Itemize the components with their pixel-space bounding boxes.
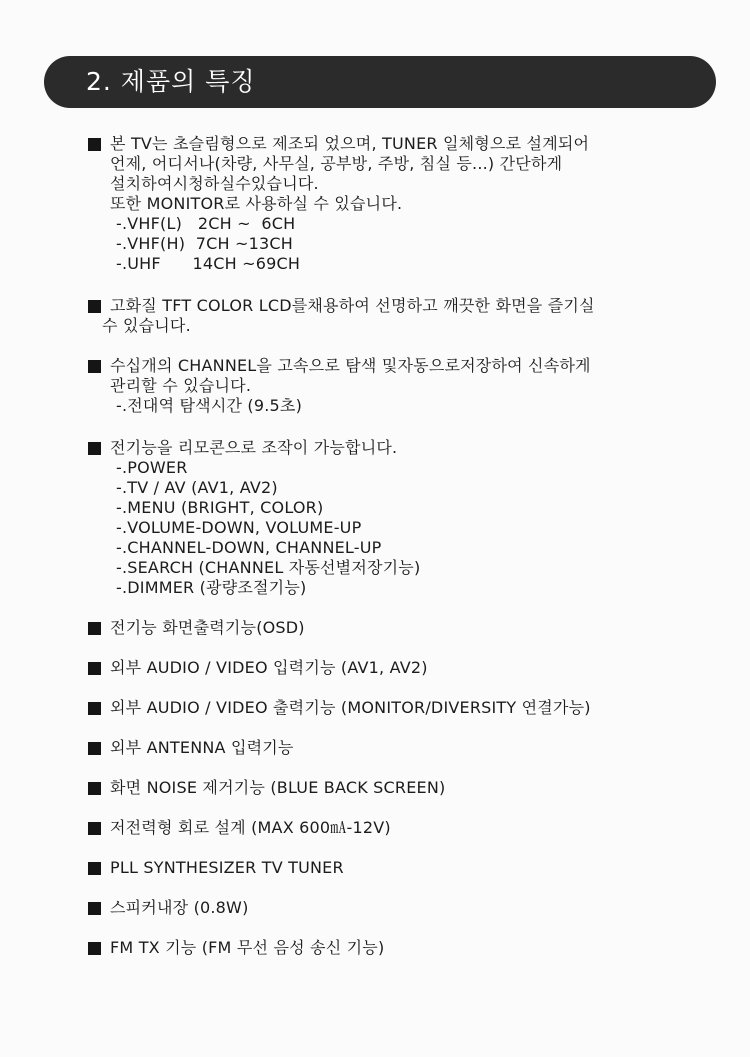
feature-item bbox=[88, 778, 718, 798]
feature-text-line: 고화질 TFT COLOR LCD를채용하여 선명하고 깨끗한 화면을 즐기실 bbox=[110, 296, 595, 315]
feature-text-line: PLL SYNTHESIZER TV TUNER bbox=[110, 858, 344, 877]
feature-sub-item: -.CHANNEL-DOWN, CHANNEL-UP bbox=[116, 538, 382, 557]
feature-list bbox=[88, 134, 718, 958]
feature-item bbox=[88, 658, 718, 678]
square-bullet-icon bbox=[88, 702, 101, 715]
feature-text-line: 전기능 화면출력기능(OSD) bbox=[110, 618, 305, 637]
feature-item bbox=[88, 356, 718, 416]
feature-item bbox=[88, 438, 718, 598]
square-bullet-icon bbox=[88, 942, 101, 955]
square-bullet-icon bbox=[88, 138, 101, 151]
feature-text-line: 외부 AUDIO / VIDEO 입력기능 (AV1, AV2) bbox=[110, 658, 428, 677]
feature-text-line: 또한 MONITOR로 사용하실 수 있습니다. bbox=[110, 194, 403, 213]
feature-item bbox=[88, 698, 718, 718]
square-bullet-icon bbox=[88, 442, 101, 455]
feature-sub-item: -.MENU (BRIGHT, COLOR) bbox=[116, 498, 324, 517]
feature-item bbox=[88, 134, 718, 274]
square-bullet-icon bbox=[88, 622, 101, 635]
feature-item bbox=[88, 618, 718, 638]
square-bullet-icon bbox=[88, 360, 101, 373]
feature-text-line: 외부 AUDIO / VIDEO 출력기능 (MONITOR/DIVERSITY 연결가능) bbox=[110, 698, 591, 717]
feature-text-line: FM TX 기능 (FM 무선 음성 송신 기능) bbox=[110, 938, 385, 957]
feature-text-line: 설치하여시청하실수있습니다. bbox=[110, 174, 319, 193]
feature-text-line: 본 TV는 초슬림형으로 제조되 었으며, TUNER 일체형으로 설계되어 bbox=[110, 134, 590, 153]
feature-text-line: 관리할 수 있습니다. bbox=[110, 376, 252, 395]
feature-item bbox=[88, 738, 718, 758]
square-bullet-icon bbox=[88, 300, 101, 313]
feature-text-line: 언제, 어디서나(차량, 사무실, 공부방, 주방, 침실 등...) 간단하게 bbox=[110, 154, 563, 173]
feature-text-line: 수십개의 CHANNEL을 고속으로 탐색 및자동으로저장하여 신속하게 bbox=[110, 356, 591, 375]
feature-sub-item: -.SEARCH (CHANNEL 자동선별저장기능) bbox=[116, 558, 421, 577]
feature-sub-item: -.POWER bbox=[116, 458, 188, 477]
section-title: 2. 제품의 특징 bbox=[86, 67, 256, 96]
feature-text-line: 스피커내장 (0.8W) bbox=[110, 898, 249, 917]
square-bullet-icon bbox=[88, 862, 101, 875]
feature-sub-item: -.전대역 탐색시간 (9.5초) bbox=[116, 396, 303, 415]
feature-text-line: 수 있습니다. bbox=[102, 316, 191, 335]
feature-text-line: 화면 NOISE 제거기능 (BLUE BACK SCREEN) bbox=[110, 778, 446, 797]
feature-sub-item: -.VHF(L) 2CH ~ 6CH bbox=[116, 214, 296, 233]
feature-item bbox=[88, 818, 718, 838]
square-bullet-icon bbox=[88, 822, 101, 835]
square-bullet-icon bbox=[88, 742, 101, 755]
feature-item bbox=[88, 898, 718, 918]
feature-text-line: 저전력형 회로 설계 (MAX 600㎃-12V) bbox=[110, 818, 391, 837]
feature-sub-item: -.VOLUME-DOWN, VOLUME-UP bbox=[116, 518, 362, 537]
feature-text-line: 전기능을 리모콘으로 조작이 가능합니다. bbox=[110, 438, 398, 457]
feature-text-line: 외부 ANTENNA 입력기능 bbox=[110, 738, 294, 757]
feature-sub-item: -.DIMMER (광량조절기능) bbox=[116, 578, 307, 597]
feature-item bbox=[88, 938, 718, 958]
square-bullet-icon bbox=[88, 662, 101, 675]
feature-sub-item: -.UHF 14CH ~69CH bbox=[116, 254, 301, 273]
feature-item bbox=[88, 296, 718, 336]
feature-item bbox=[88, 858, 718, 878]
square-bullet-icon bbox=[88, 902, 101, 915]
feature-sub-item: -.TV / AV (AV1, AV2) bbox=[116, 478, 278, 497]
square-bullet-icon bbox=[88, 782, 101, 795]
feature-sub-item: -.VHF(H) 7CH ~13CH bbox=[116, 234, 293, 253]
